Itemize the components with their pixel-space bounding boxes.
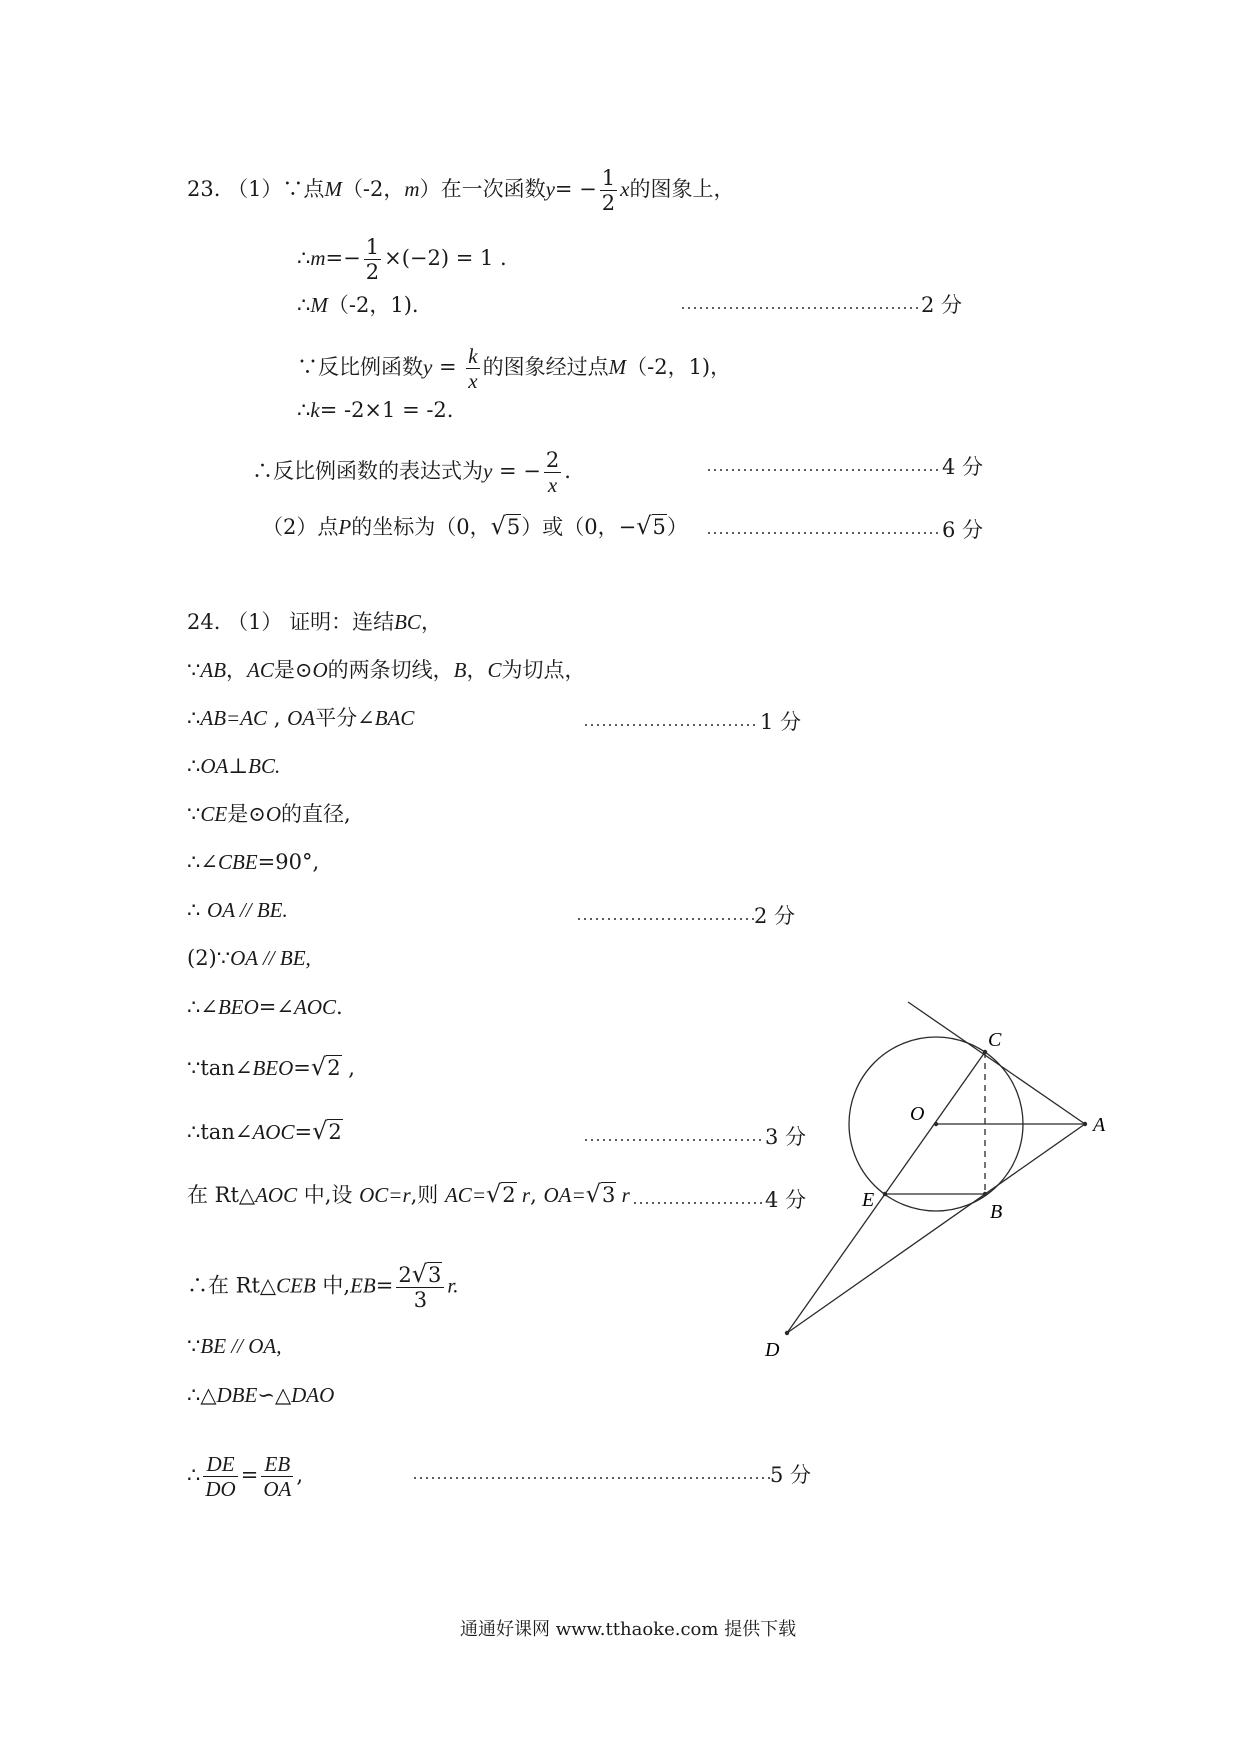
- point-B: [983, 1192, 987, 1196]
- label-O: O: [910, 1103, 925, 1125]
- q24-line-11: ∴tan∠AOC=√2: [187, 1117, 342, 1145]
- sqrt-3: √3: [585, 1180, 616, 1208]
- fraction-DE-over-DO: $\frac{DE}{DO}$: [205, 1452, 236, 1501]
- label-D: D: [765, 1339, 780, 1361]
- fraction-one-half: $\frac{1}{2}$: [365, 235, 380, 284]
- score-3: 3 分: [765, 1125, 807, 1149]
- score-2: 2 分: [754, 904, 796, 928]
- q24-line-9: ∴∠BEO=∠AOC.: [187, 995, 343, 1019]
- label-E: E: [862, 1189, 875, 1211]
- fraction-EB-over-OA: $\frac{EB}{OA}$: [263, 1452, 292, 1501]
- q23-line-7: （2）点P的坐标为（0，√5）或（0，−√5）: [262, 512, 688, 540]
- dot-leader: [583, 1138, 763, 1142]
- label-A: A: [1093, 1114, 1106, 1136]
- q23-line-4: ∵反比例函数y = $\frac{k}{x}$ 的图象经过点M（-2，1)，: [297, 344, 732, 393]
- point-E: [883, 1192, 887, 1196]
- q24-line-12: 在 Rt△AOC 中,设 OC=r,则 AC=√2 r, OA=√3 r: [187, 1180, 630, 1208]
- q23-line-6: ∴反比例函数的表达式为y = − $\frac{2}{x}$ .: [252, 448, 571, 497]
- q23-line-2: ∴m=− $\frac{1}{2}$ ×(−2) = 1 .: [297, 235, 507, 284]
- q24-line-3: ∴AB=AC , OA平分∠BAC: [187, 706, 415, 730]
- sqrt-5: √5: [490, 512, 521, 540]
- sqrt-3: √3: [411, 1260, 442, 1288]
- label-B: B: [990, 1201, 1003, 1223]
- q24-line-15: ∴△DBE∽△DAO: [187, 1383, 335, 1407]
- q24-line-2: ∵AB，AC是⊙O的两条切线，B，C为切点，: [187, 658, 586, 682]
- q23-line-1: 23. （1）∵点M（-2，m）在一次函数y= − $\frac{1}{2}$ x的图象上，: [187, 166, 735, 215]
- score-4: 4 分: [765, 1188, 807, 1212]
- q24-line-7: ∴ OA // BE.: [187, 898, 288, 922]
- dot-leader: [576, 917, 754, 921]
- point-O: [934, 1122, 938, 1126]
- sqrt-5: √5: [636, 512, 666, 540]
- point-D: [785, 1331, 789, 1335]
- score-5: 5 分: [770, 1463, 812, 1487]
- q24-line-5: ∵CE是⊙O的直径,: [187, 802, 351, 826]
- score-6: 6 分: [942, 518, 984, 542]
- q24-line-16: ∴ $\frac{DE}{DO}$ = $\frac{EB}{OA}$ ,: [187, 1452, 304, 1501]
- q24-line-4: ∴OA⊥BC.: [187, 754, 281, 778]
- score-1: 1 分: [760, 710, 802, 734]
- q24-line-6: ∴∠CBE=90°,: [187, 850, 320, 874]
- q24-line-1: 24. （1） 证明：连结BC，: [187, 610, 442, 634]
- sqrt-2: √2: [486, 1180, 516, 1208]
- var-M: M: [324, 177, 342, 201]
- figure-lines: [787, 1002, 1085, 1333]
- fraction-2root3-over-3: $\frac{2√3}{3}$: [396, 1262, 444, 1312]
- score-4: 4 分: [942, 455, 984, 479]
- q23-line-5: ∴k= -2×1 = -2.: [297, 398, 454, 422]
- page-footer: 通通好课网 www.tthaoke.com 提供下载: [460, 1619, 797, 1640]
- dot-leader: [680, 306, 918, 310]
- point-A: [1083, 1122, 1087, 1126]
- dot-leader: [412, 1476, 770, 1480]
- fraction-one-half: $\frac{1}{2}$: [601, 166, 616, 215]
- dot-leader: [706, 468, 942, 472]
- tangent-line-AC: [908, 1002, 1085, 1124]
- sqrt-2: √2: [312, 1117, 342, 1145]
- fraction-k-over-x: $\frac{k}{x}$: [468, 344, 478, 393]
- q24-line-13: ∴在 Rt△CEB 中,EB= $\frac{2√3}{3}$ r.: [187, 1260, 459, 1312]
- point-C: [983, 1050, 987, 1054]
- q23-line-3: ∴M（-2，1).: [297, 293, 419, 317]
- q24-line-10: ∵tan∠BEO=√2 ,: [187, 1053, 355, 1081]
- sqrt-2: √2: [310, 1053, 341, 1081]
- line-CD: [787, 1052, 985, 1333]
- dot-leader: [632, 1201, 762, 1205]
- q24-line-8: (2)∵OA // BE,: [187, 946, 311, 970]
- dot-leader: [706, 531, 942, 535]
- circle-O: [849, 1037, 1023, 1211]
- q24-line-14: ∵BE // OA,: [187, 1334, 282, 1358]
- label-C: C: [988, 1029, 1002, 1051]
- dot-leader: [583, 723, 759, 727]
- fraction-2-over-x: $\frac{2}{x}$: [545, 448, 560, 497]
- figure-points: [785, 1050, 1087, 1335]
- score-2: 2 分: [921, 293, 963, 317]
- line-AD: [787, 1124, 1085, 1333]
